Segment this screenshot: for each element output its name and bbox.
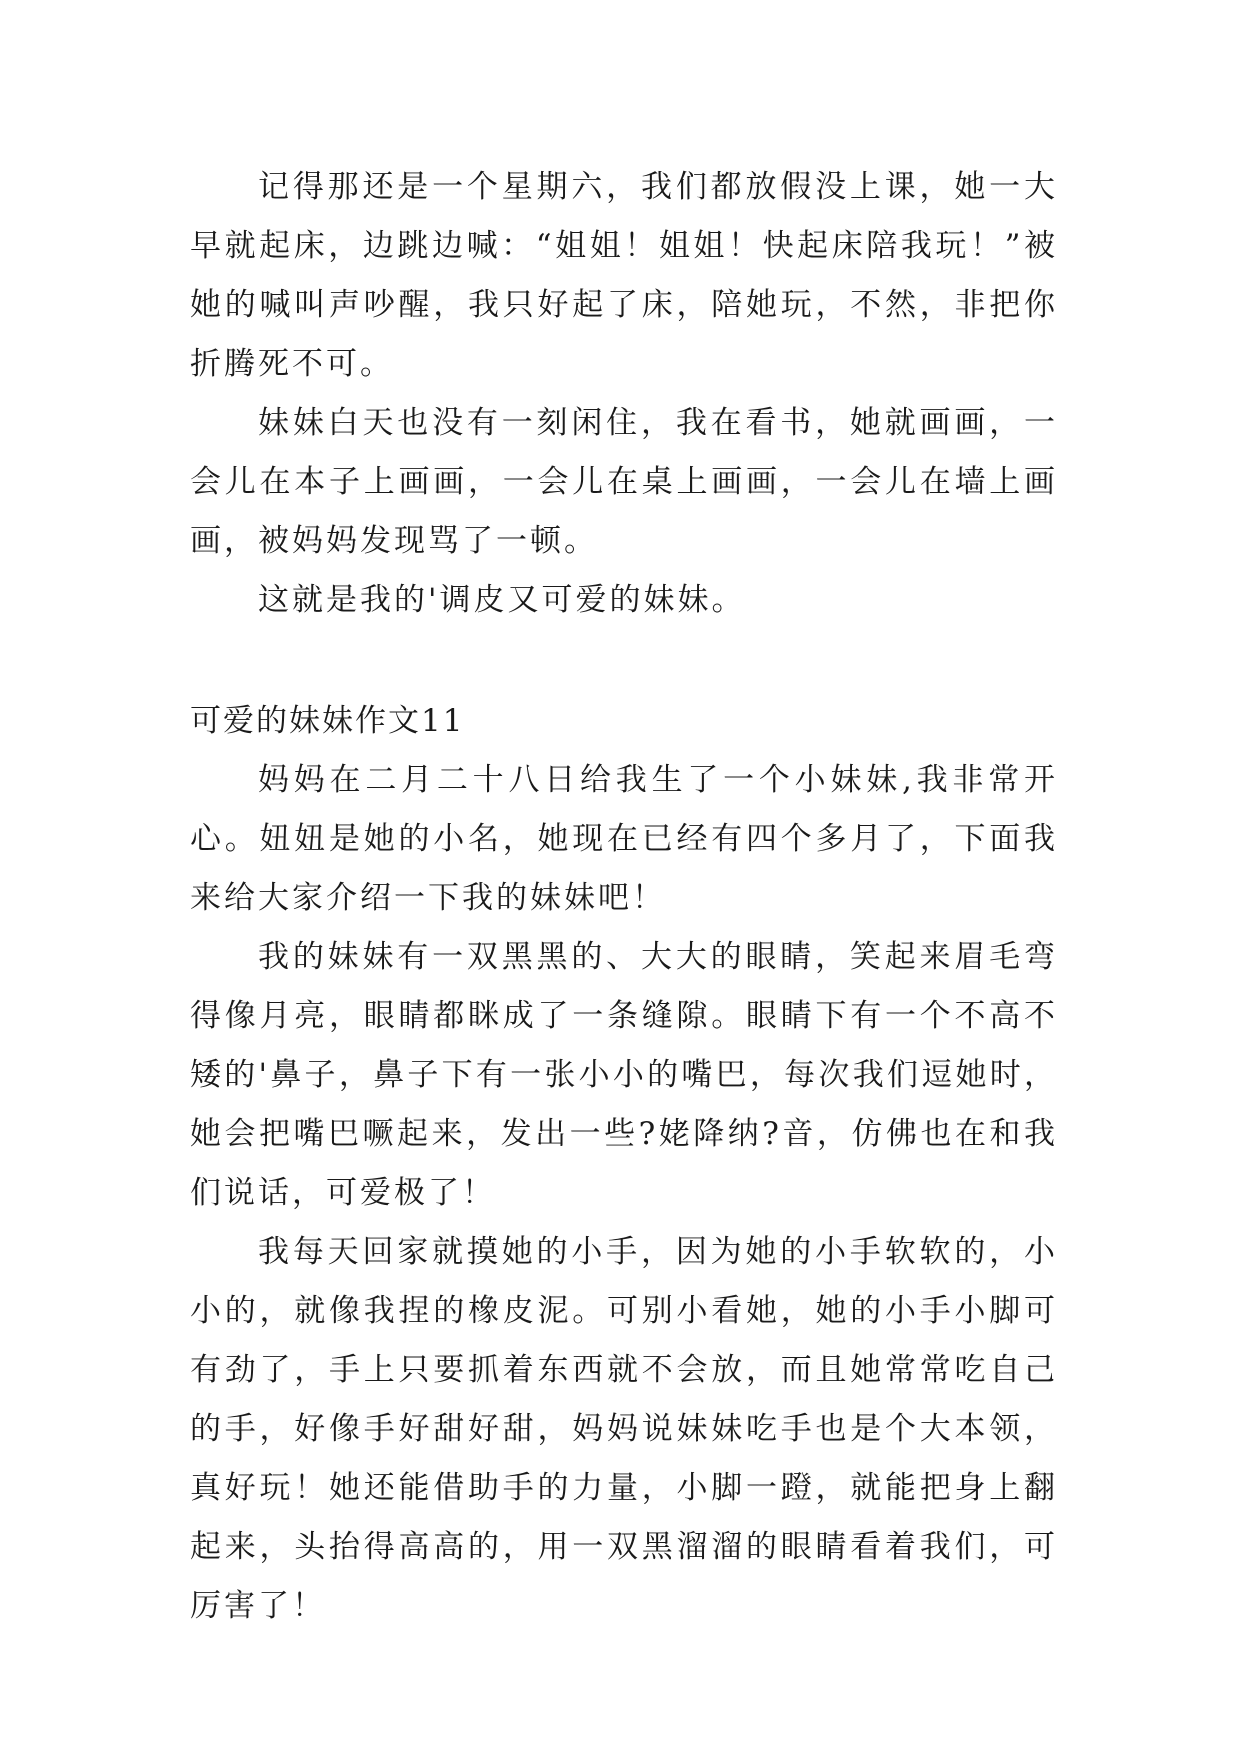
paragraph: 妈妈在二月二十八日给我生了一个小妹妹,我非常开心。妞妞是她的小名，她现在已经有四个多月了，下面我来给大家介绍一下我的妹妹吧！	[190, 762, 1058, 916]
paragraph: 这就是我的'调皮又可爱的妹妹。	[258, 582, 746, 618]
paragraph: 妹妹白天也没有一刻闲住，我在看书，她就画画，一会儿在本子上画画，一会儿在桌上画画，一会儿在墙上画画，被妈妈发现骂了一顿。	[190, 405, 1058, 559]
paragraph: 我每天回家就摸她的小手，因为她的小手软软的，小小的，就像我捏的橡皮泥。可别小看她，她的小手小脚可有劲了，手上只要抓着东西就不会放，而且她常常吃自己的手，好像手好甜好甜，妈妈说妹妹吃手也是个大本领，真好玩！她还能借助手的力量，小脚一蹬，就能把身上翻起来，头抬得高高的，用一双黑溜溜的眼睛看着我们，可厉害了！	[190, 1234, 1058, 1624]
paragraph: 记得那还是一个星期六，我们都放假没上课，她一大早就起床，边跳边喊：“姐姐！姐姐！快起床陪我玩！”被她的喊叫声吵醒，我只好起了床，陪她玩，不然，非把你折腾死不可。	[190, 169, 1058, 382]
essay-title: 可爱的妹妹作文11	[190, 703, 465, 739]
document-page	[190, 158, 1058, 1636]
paragraph: 我的妹妹有一双黑黑的、大大的眼睛，笑起来眉毛弯得像月亮，眼睛都眯成了一条缝隙。眼睛下有一个不高不矮的'鼻子，鼻子下有一张小小的嘴巴，每次我们逗她时，她会把嘴巴噘起来，发出一些?姥降纳?音，仿佛也在和我们说话，可爱极了！	[190, 939, 1058, 1211]
